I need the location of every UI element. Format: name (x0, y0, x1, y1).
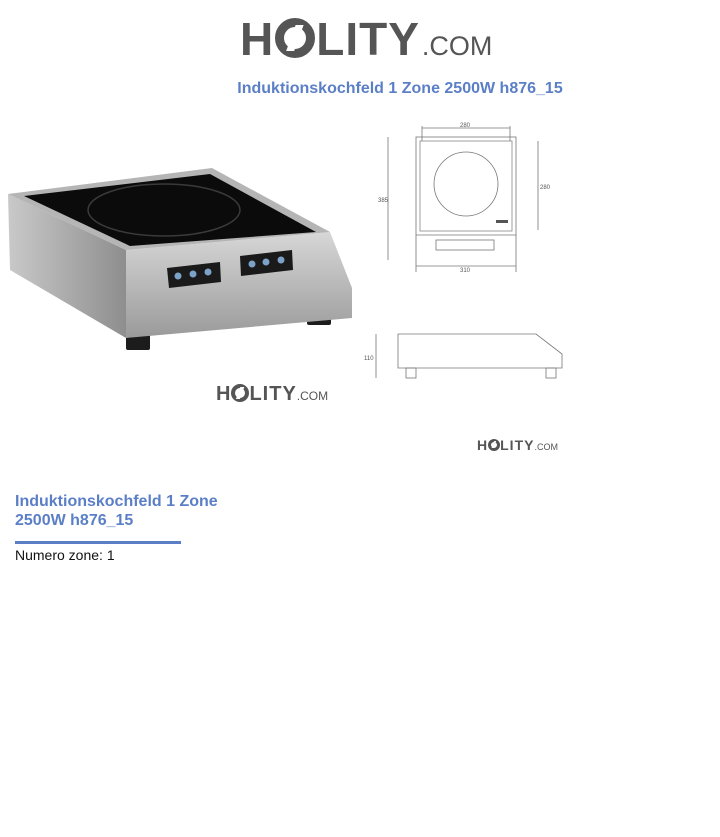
logo-o-icon (488, 439, 500, 451)
logo-rest: LITY (316, 13, 420, 65)
control-button (205, 269, 212, 276)
logo-h: H (216, 383, 232, 405)
dim-label: 110 (364, 356, 374, 362)
control-button (278, 257, 285, 264)
outline (416, 137, 516, 272)
page-title: Induktionskochfeld 1 Zone 2500W h876_15 (237, 80, 563, 97)
logo-o-icon (275, 18, 315, 58)
control-button (263, 259, 270, 266)
title-divider (15, 541, 181, 544)
control-button (249, 261, 256, 268)
holity-logo-small (477, 437, 558, 453)
zone-circle (434, 152, 498, 216)
logo-h: H (477, 437, 489, 453)
logo-com: .COM (534, 442, 558, 452)
side-view-drawing (360, 326, 570, 386)
logo-rest: LITY (249, 383, 297, 405)
side-foot (546, 368, 556, 378)
control-button (190, 271, 197, 278)
top-view-drawing (376, 120, 556, 272)
display-outline (436, 240, 494, 250)
logo-com: .COM (421, 31, 493, 61)
brand-tag (496, 220, 508, 223)
logo-h: H (240, 13, 275, 65)
dim-label: 385 (378, 198, 389, 204)
holity-logo[interactable] (240, 12, 492, 66)
control-button (175, 273, 182, 280)
product-title: Induktionskochfeld 1 Zone 2500W h876_15 (15, 493, 218, 529)
dim-label: 310 (460, 268, 471, 272)
side-foot (406, 368, 416, 378)
product-photo (0, 160, 360, 360)
logo-com: .COM (296, 389, 329, 403)
logo-rest: LITY (500, 437, 535, 453)
holity-logo-watermark (216, 382, 328, 406)
logo-o-icon (231, 384, 249, 402)
dim-label: 280 (540, 185, 551, 191)
spec-zones: Numero zone: 1 (15, 547, 115, 563)
side-outline (398, 334, 562, 368)
dim-label: 280 (460, 123, 471, 129)
